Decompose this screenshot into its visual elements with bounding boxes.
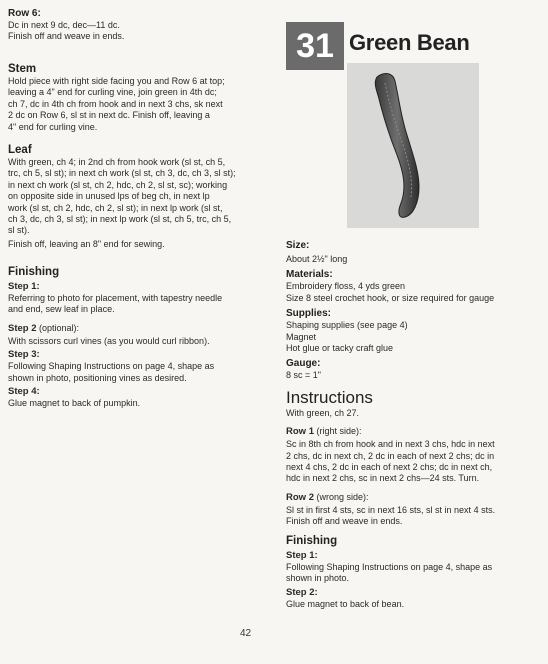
step2-text: With scissors curl vines (as you would curl ribbon). [8,335,210,346]
row1-line: next 4 chs, 2 dc in each of next 2 chs; dc in next ch, [286,462,493,473]
step2-optional: (optional): [36,322,80,333]
row2-finish: Finish off and weave in ends. [286,516,403,527]
step1-heading: Step 1: [8,281,40,292]
row1-line: 2 chs, dc in next ch, 2 dc in each of next 2 chs; dc in [286,450,495,461]
finishing-heading: Finishing [286,534,338,547]
leaf-heading: Leaf [8,144,32,156]
materials-line: Embroidery floss, 4 yds green [286,281,406,292]
row1-line: hdc in next 2 chs, sc in next 2 chs—24 sts. Turn. [286,473,480,484]
row2-text: Sl st in first 4 sts, sc in next 16 sts, sl st in next 4 sts. [286,504,496,515]
step1-heading: Step 1: [286,549,318,561]
leaf-line: on opposite side in unused lps of beg ch, in next lp [8,191,210,202]
instructions-heading: Instructions [286,387,373,407]
leaf-finish: Finish off, leaving an 8" end for sewing. [8,238,165,249]
step3-line: shown in photo, positioning vines as desired. [8,372,187,383]
size-text: About 2½" long [286,254,348,264]
row1-heading: Row 1 [286,426,314,438]
step2-heading: Step 2: [286,586,318,598]
step1-line: Referring to photo for placement, with tapestry needle [8,293,223,303]
stem-heading: Stem [8,63,37,75]
leaf-line: work (sl st, ch 2, hdc, ch 2, sl st); in next lp work (sl st, [8,202,223,213]
step4-heading: Step 4: [8,386,40,398]
pattern-number-badge: 31 [286,22,344,70]
step1-line: Following Shaping Instructions on page 4, shape as [286,561,493,572]
leaf-line: sl st). [8,225,30,236]
page-number: 42 [240,628,252,639]
gauge-text: 8 sc = 1" [286,370,321,381]
row6-finish: Finish off and weave in ends. [8,31,125,42]
instructions-intro: With green, ch 27. [286,407,360,418]
finishing-heading: Finishing [8,266,60,278]
step1-line: and end, sew leaf in place. [8,304,115,315]
row1-line: Sc in 8th ch from hook and in next 3 chs, hdc in next [286,439,495,450]
row6-text: Dc in next 9 dc, dec—11 dc. [8,20,120,30]
materials-heading: Materials: [286,269,333,281]
gauge-heading: Gauge: [286,358,321,370]
supplies-line: Magnet [286,331,317,342]
supplies-line: Shaping supplies (see page 4) [286,320,408,331]
step3-line: Following Shaping Instructions on page 4, shape as [8,361,215,372]
leaf-line: trc, ch 5, sl st); in next ch work (sl st, ch 3, dc, ch 3, sl st); [8,168,236,179]
step4-text: Glue magnet to back of pumpkin. [8,398,141,409]
step1-line: shown in photo. [286,573,350,584]
row1-side: (right side): [313,426,362,437]
supplies-line: Hot glue or tacky craft glue [286,343,394,354]
row6-heading: Row 6: [8,8,41,19]
materials-line: Size 8 steel crochet hook, or size required for gauge [286,292,495,303]
step2-text: Glue magnet to back of bean. [286,598,405,609]
leaf-line: ch 3, dc, ch 3, sl st); in next lp work (sl st, ch 5, trc, ch 5, [8,214,232,225]
supplies-heading: Supplies: [286,308,332,320]
size-heading: Size: [286,240,310,251]
row2-heading: Row 2 [286,491,314,503]
stem-line: 2 dc on Row 6, sl st in next dc. Finish off, leaving a [8,110,210,121]
stem-line: leaving a 4" end for curling vine, join green in 4th dc; [8,87,217,98]
stem-line: 4" end for curling vine. [8,121,98,132]
stem-line: ch 7, dc in 4th ch from hook and in next 3 chs, sk next [8,98,223,109]
green-bean-photo [347,63,479,228]
green-bean-icon [347,63,479,228]
leaf-line: With green, ch 4; in 2nd ch from hook work (sl st, ch 5, [8,157,226,167]
row2-side: (wrong side): [313,491,369,502]
step3-heading: Step 3: [8,349,40,361]
pattern-title: Green Bean [349,30,470,55]
leaf-line: in next ch work (sl st, ch 2, hdc, ch 2, sl st, sc); working [8,179,228,190]
step2-heading: Step 2 [8,322,37,334]
stem-line: Hold piece with right side facing you and Row 6 at top; [8,76,225,86]
